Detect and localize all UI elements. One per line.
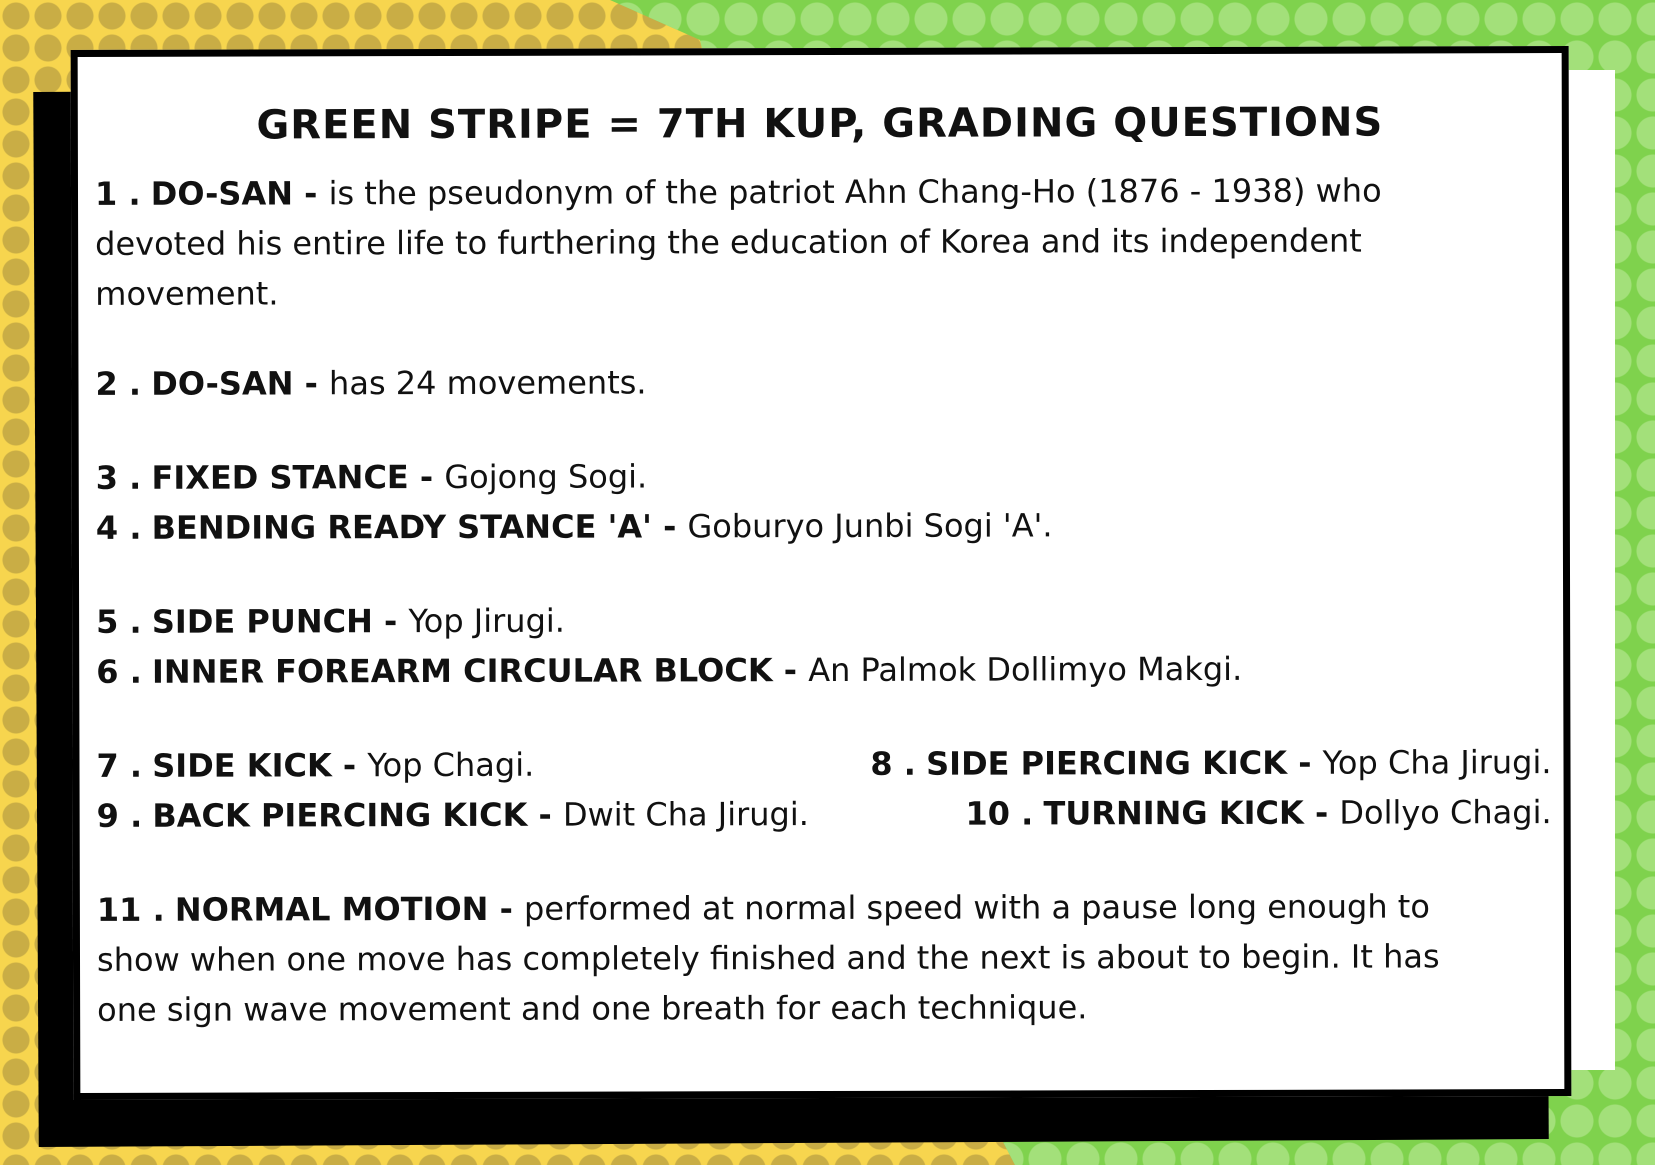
question-2: [95, 357, 646, 408]
question-number: 5 .: [96, 602, 142, 641]
question-answer: An Palmok Dollimyo Makgi.: [808, 649, 1243, 690]
question-9: [97, 789, 809, 841]
separator: -: [408, 457, 445, 497]
question-term: BENDING READY STANCE 'A': [151, 507, 652, 547]
question-term: NORMAL MOTION: [174, 889, 489, 929]
question-5: [96, 596, 565, 647]
separator: -: [772, 651, 809, 690]
question-number: 10 .: [965, 794, 1034, 833]
question-number: 4 .: [95, 508, 142, 547]
question-answer: Dollyo Chagi.: [1339, 793, 1552, 832]
question-11: [97, 881, 1487, 1035]
question-number: 2 .: [95, 364, 142, 403]
question-number: 9 .: [96, 796, 143, 835]
question-number: 3 .: [95, 458, 142, 497]
question-answer: Yop Cha Jirugi.: [1322, 743, 1552, 782]
separator: -: [651, 507, 688, 546]
question-term: SIDE PUNCH: [151, 602, 373, 641]
question-term: SIDE KICK: [152, 746, 332, 785]
question-1: [95, 165, 1485, 319]
question-3: [96, 451, 648, 502]
question-term: TURNING KICK: [1043, 793, 1304, 833]
question-7: [96, 740, 534, 791]
question-answer: Yop Chagi.: [367, 745, 535, 785]
question-4: [96, 500, 1053, 553]
question-answer: Dwit Cha Jirugi.: [562, 795, 809, 834]
question-answer: Yop Jirugi.: [408, 601, 565, 641]
question-8: [870, 737, 1551, 789]
separator: -: [488, 889, 525, 928]
separator: -: [331, 746, 368, 785]
separator: -: [292, 174, 329, 213]
card-title: GREEN STRIPE = 7TH KUP, GRADING QUESTIONS: [256, 99, 1384, 149]
question-number: 11 .: [96, 890, 165, 929]
separator: -: [372, 602, 409, 641]
question-number: 8 .: [870, 744, 916, 783]
question-answer: Gojong Sogi.: [444, 457, 648, 496]
separator: -: [1286, 743, 1323, 782]
separator: -: [1303, 793, 1340, 832]
question-10: [965, 787, 1551, 839]
question-answer: is the pseudonym of the patriot Ahn Chang-Ho (1876 - 1938) who devoted his entire life to furthering the education of Korea and its independent movement.: [95, 171, 1382, 313]
question-number: 6 .: [96, 652, 142, 691]
question-answer: Goburyo Junbi Sogi 'A'.: [687, 506, 1053, 546]
question-answer: performed at normal speed with a pause long enough to show when one move has completely finished and the next is about to begin. It has one sign wave movement and one breath for each technique.: [96, 887, 1440, 1029]
separator: -: [293, 364, 330, 403]
question-number: 7 .: [96, 746, 143, 785]
separator: -: [527, 795, 563, 834]
question-term: SIDE PIERCING KICK: [926, 743, 1288, 783]
question-number: 1 .: [94, 174, 141, 213]
question-term: FIXED STANCE: [151, 458, 409, 497]
question-term: BACK PIERCING KICK: [152, 795, 528, 835]
question-term: DO-SAN: [150, 174, 294, 213]
grading-card: [71, 46, 1572, 1100]
question-6: [96, 644, 1242, 697]
question-term: DO-SAN: [151, 364, 294, 403]
question-term: INNER FOREARM CIRCULAR BLOCK: [151, 651, 773, 691]
question-answer: has 24 movements.: [328, 363, 647, 403]
